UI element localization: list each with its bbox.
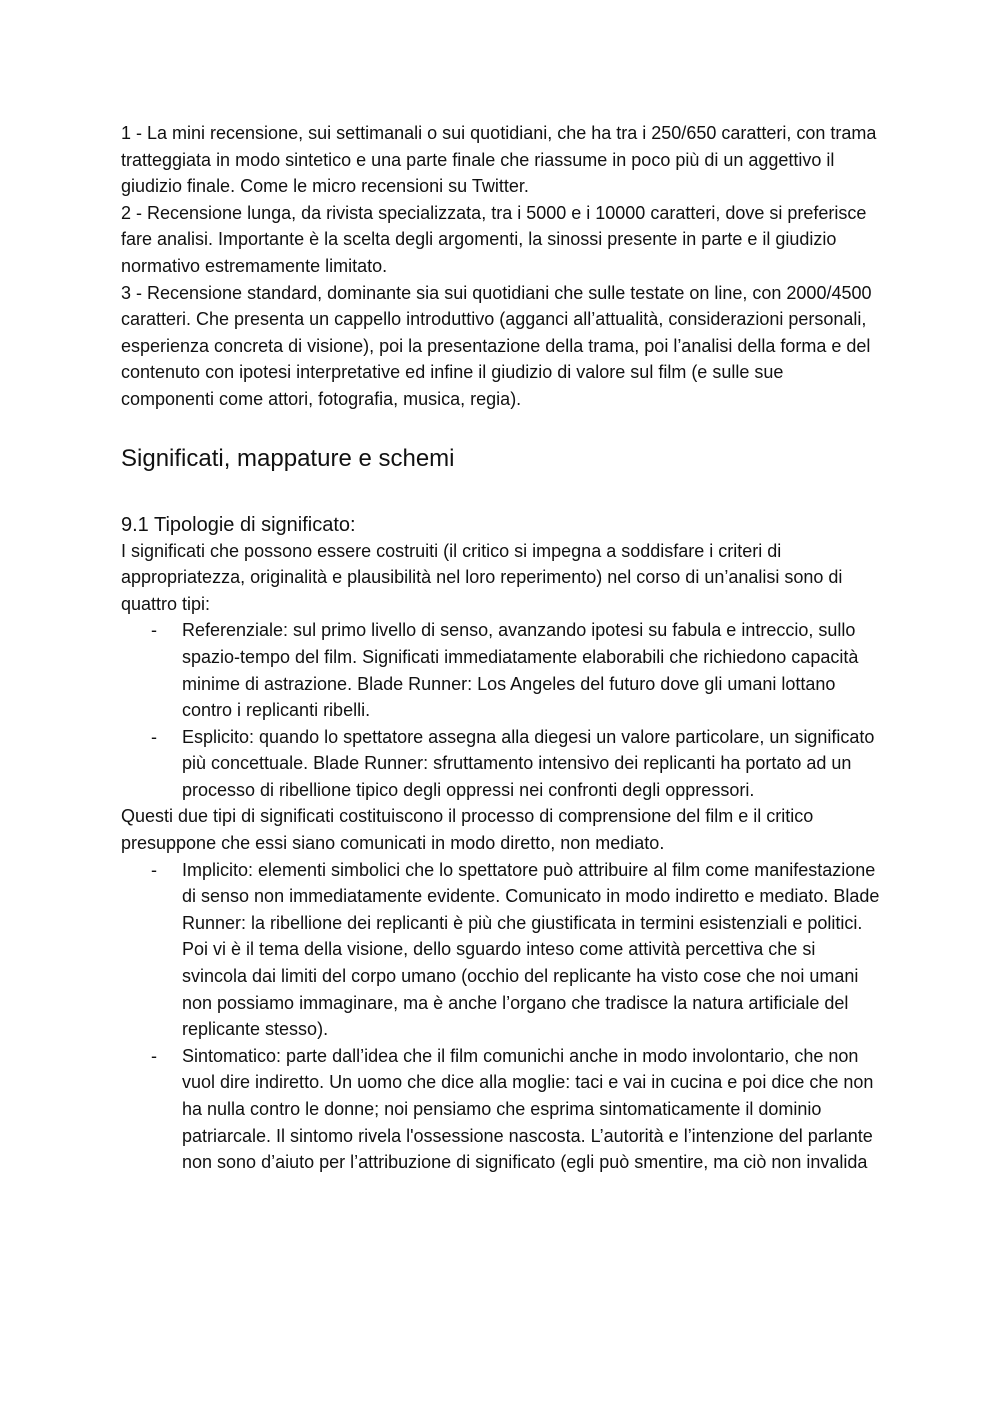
paragraph-mini-review: 1 - La mini recensione, sui settimanali o sui quotidiani, che ha tra i 250/650 caratteri, con trama tratteggiata in modo sintetico e una parte finale che riassume in poco più di un aggettivo il giudizio finale. Come le micro recensioni su Twitter. (121, 123, 877, 197)
meaning-types-list-two (121, 857, 881, 1176)
meaning-types-list-one (121, 617, 881, 803)
list-item-text: Implicito: elementi simbolici che lo spettatore può attribuire al film come manifestazione di senso non immediatamente evidente. Comunicato in modo indiretto e mediato. Blade Runner: la ribellione dei replicanti è più che giustificata in termini esistenziali e politici. Poi vi è il tema della visione, dello sguardo inteso come attività percettiva che si svincola dai limiti del corpo umano (occhio del replicante ha visto cose che noi umani non possiamo immaginare, ma è anche l’organo che tradisce la natura artificiale del replicante stesso). (182, 859, 880, 1040)
bullet-dash: - (151, 726, 157, 747)
bullet-dash: - (151, 620, 157, 641)
bullet-dash: - (151, 859, 157, 880)
bullet-dash: - (151, 1045, 157, 1066)
document-page (121, 120, 881, 1176)
list-item-text: Sintomatico: parte dall’idea che il film comunichi anche in modo involontario, che non vuol dire indiretto. Un uomo che dice alla moglie: taci e vai in cucina e poi dice che non ha nulla contro le donne; noi pensiamo che esprima sintomaticamente il dominio patriarcale. Il sintomo rivela l'ossessione nascosta. L’autorità e l’intenzione del parlante non sono d’aiuto per l’attribuzione di significato (egli può smentire, ma ciò non invalida (182, 1045, 874, 1173)
paragraph-long-review: 2 - Recensione lunga, da rivista specializzata, tra i 5000 e i 10000 caratteri, dove si preferisce fare analisi. Importante è la scelta degli argomenti, la sinossi presente in parte e il giudizio normativo estremamente limitato. (121, 202, 867, 276)
list-item-text: Referenziale: sul primo livello di senso, avanzando ipotesi su fabula e intreccio, sullo spazio-tempo del film. Significati immediatamente elaborabili che richiedono capacità minime di astrazione. Blade Runner: Los Angeles del futuro dove gli umani lottano contro i replicanti ribelli. (182, 620, 859, 721)
paragraph-standard-review: 3 - Recensione standard, dominante sia sui quotidiani che sulle testate on line, con 2000/4500 caratteri. Che presenta un cappello introduttivo (agganci all’attualità, considerazioni personali, esperienza concreta di visione), poi la presentazione della trama, poi l’analisi della forma e del contenuto con ipotesi interpretative ed infine il giudizio di valore sul film (e sulle sue componenti come attori, fotografia, musica, regia). (121, 282, 872, 409)
section-heading: Significati, mappature e schemi (121, 444, 455, 472)
list-item-referenziale (121, 617, 881, 723)
list-item-sintomatico (121, 1043, 881, 1176)
list-item-text: Esplicito: quando lo spettatore assegna alla diegesi un valore particolare, un significato più concettuale. Blade Runner: sfruttamento intensivo dei replicanti ha portato ad un processo di ribellione tipico degli oppressi nei confronti degli oppressori. (182, 726, 875, 800)
subsection-heading: 9.1 Tipologie di significato: (121, 513, 356, 536)
subsection-intro-paragraph: I significati che possono essere costruiti (il critico si impegna a soddisfare i criteri di appropriatezza, originalità e plausibilità nel loro reperimento) nel corso di un’analisi sono di quattro tipi: (121, 540, 843, 614)
middle-paragraph: Questi due tipi di significati costituiscono il processo di comprensione del film e il critico presuppone che essi siano comunicati in modo diretto, non mediato. (121, 806, 814, 854)
list-item-esplicito (121, 724, 881, 804)
list-item-implicito (121, 857, 881, 1043)
